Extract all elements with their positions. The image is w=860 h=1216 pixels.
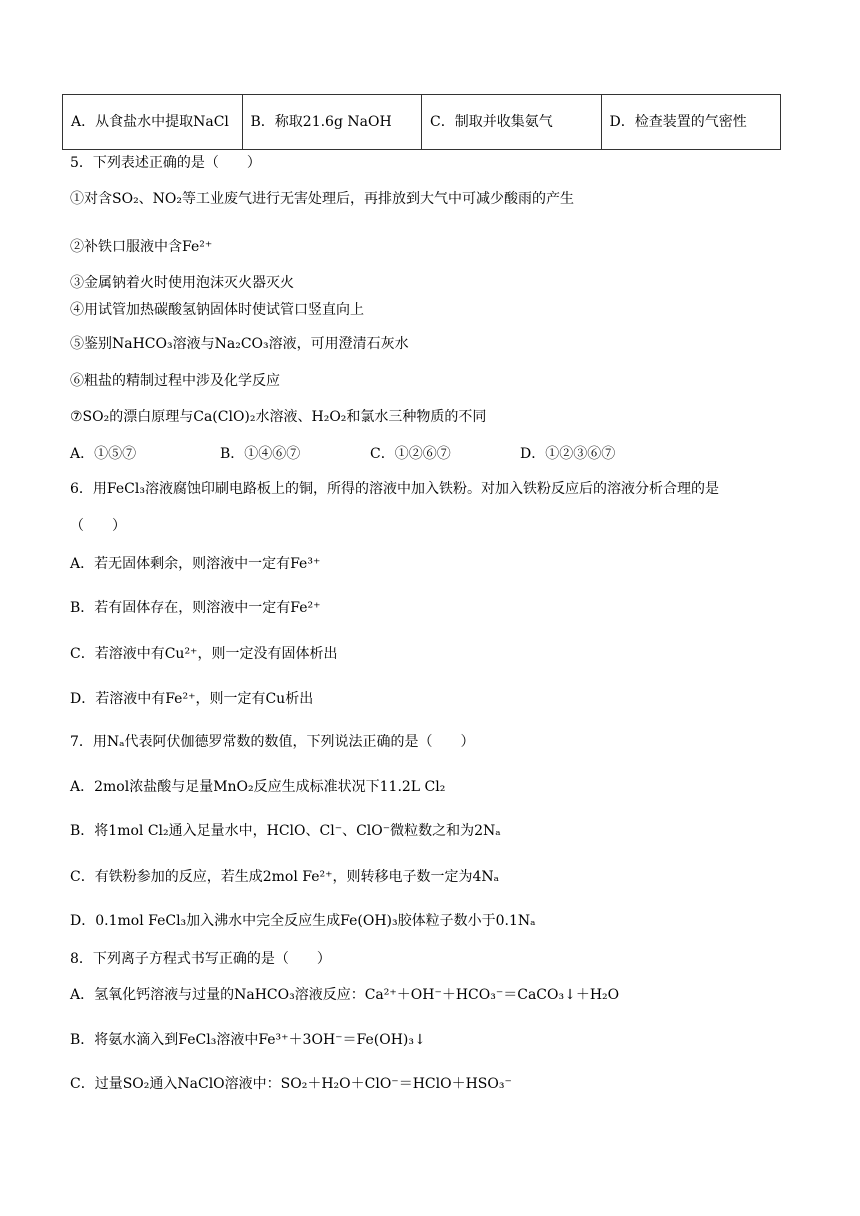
q5-statement-2: ②补铁口服液中含Fe²⁺ [70,239,213,255]
q5-statement-6: ⑥粗盐的精制过程中涉及化学反应 [70,373,280,389]
q7-option-d[interactable]: D．0.1mol FeCl₃加入沸水中完全反应生成Fe(OH)₃胶体粒子数小于0.1Nₐ [70,913,536,929]
q6-stem: 6．用FeCl₃溶液腐蚀印刷电路板上的铜，所得的溶液中加入铁粉。对加入铁粉反应后的溶液分析合理的是 [70,481,719,497]
q5-statement-7: ⑦SO₂的漂白原理与Ca(ClO)₂水溶液、H₂O₂和氯水三种物质的不同 [70,409,487,425]
table-cell: A．从食盐水中提取NaCl [63,95,243,150]
q5-choice-a[interactable]: A．①⑤⑦ [70,446,137,462]
q8-stem: 8．下列离子方程式书写正确的是（ ） [70,951,331,967]
q5-choice-d[interactable]: D．①②③⑥⑦ [520,446,616,462]
table-cell: D．检查装置的气密性 [601,95,781,150]
q6-option-c[interactable]: C．若溶液中有Cu²⁺，则一定没有固体析出 [70,646,338,662]
q5-statement-1: ①对含SO₂、NO₂等工业废气进行无害处理后，再排放到大气中可减少酸雨的产生 [70,191,575,207]
q8-option-a[interactable]: A．氢氧化钙溶液与过量的NaHCO₃溶液反应：Ca²⁺＋OH⁻＋HCO₃⁻＝CaCO₃↓＋H₂O [70,987,620,1003]
table-cell: B．称取21.6g NaOH [242,95,422,150]
q7-option-c[interactable]: C．有铁粉参加的反应，若生成2mol Fe²⁺，则转移电子数一定为4Nₐ [70,869,500,885]
q8-option-b[interactable]: B．将氨水滴入到FeCl₃溶液中Fe³⁺＋3OH⁻＝Fe(OH)₃↓ [70,1032,426,1048]
q5-choice-c[interactable]: C．①②⑥⑦ [370,446,451,462]
q6-option-a[interactable]: A．若无固体剩余，则溶液中一定有Fe³⁺ [70,556,321,572]
q6-option-b[interactable]: B．若有固体存在，则溶液中一定有Fe²⁺ [70,600,321,616]
q6-option-d[interactable]: D．若溶液中有Fe²⁺，则一定有Cu析出 [70,691,314,707]
q5-statement-4: ④用试管加热碳酸氢钠固体时使试管口竖直向上 [70,302,364,318]
options-table [62,94,781,150]
table-cell: C．制取并收集氨气 [422,95,602,150]
q5-choice-b[interactable]: B．①④⑥⑦ [220,446,301,462]
q7-option-b[interactable]: B．将1mol Cl₂通入足量水中，HClO、Cl⁻、ClO⁻微粒数之和为2Nₐ [70,823,501,839]
q5-stem: 5．下列表述正确的是（ ） [70,155,261,171]
table-row [63,95,781,150]
q5-choices [70,443,670,463]
q7-stem: 7．用Nₐ代表阿伏伽德罗常数的数值，下列说法正确的是（ ） [70,734,475,750]
q8-option-c[interactable]: C．过量SO₂通入NaClO溶液中：SO₂＋H₂O＋ClO⁻＝HClO＋HSO₃⁻ [70,1076,512,1092]
q6-paren: （ ） [70,518,126,534]
q5-statement-3: ③金属钠着火时使用泡沫灭火器灭火 [70,275,294,291]
q5-statement-5: ⑤鉴别NaHCO₃溶液与Na₂CO₃溶液，可用澄清石灰水 [70,336,409,352]
q7-option-a[interactable]: A．2mol浓盐酸与足量MnO₂反应生成标准状况下11.2L Cl₂ [70,779,446,795]
